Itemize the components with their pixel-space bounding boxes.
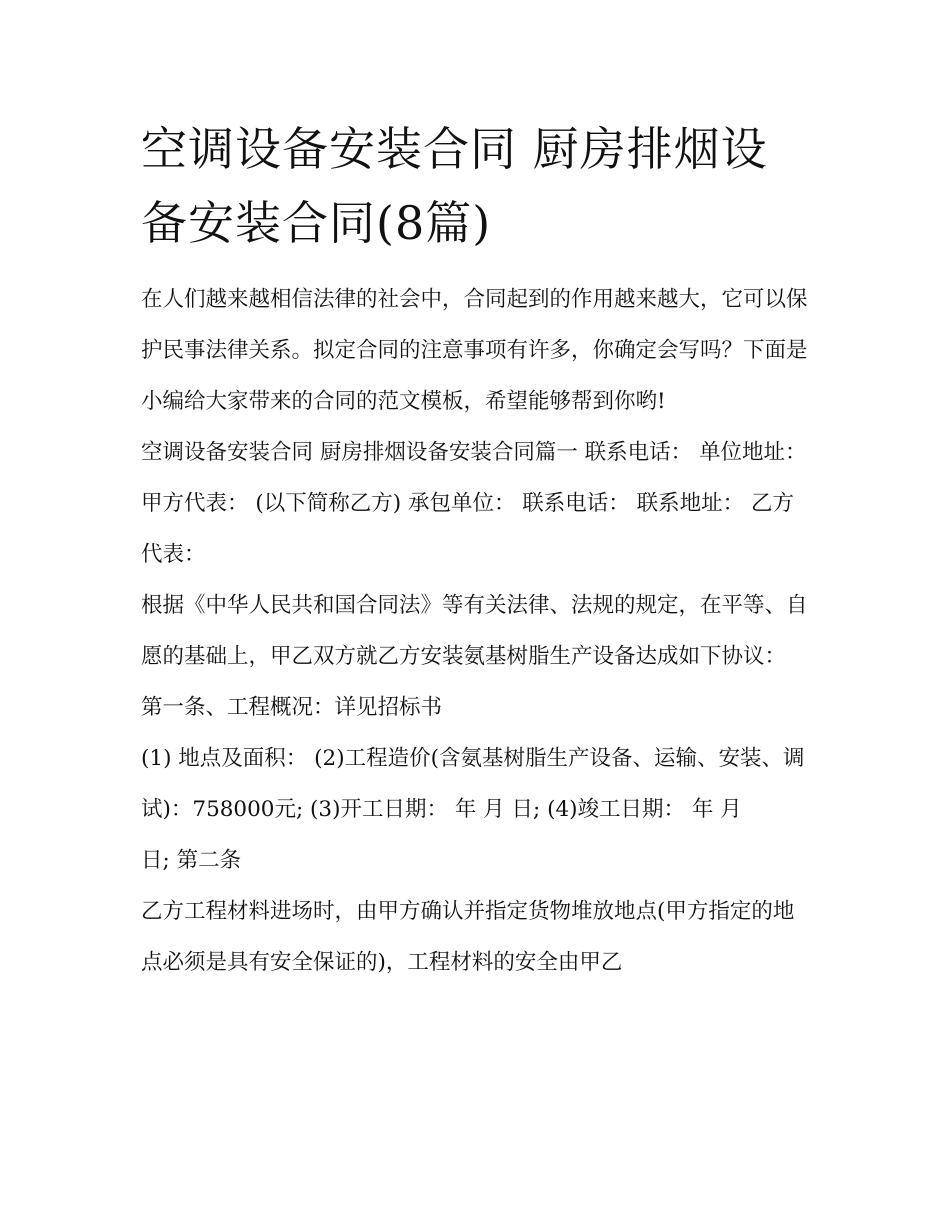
document-page: [141, 112, 813, 988]
paragraph-project-details: (1) 地点及面积： (2)工程造价(含氨基树脂生产设备、运输、安装、调试)：758000元; (3)开工日期： 年 月 日; (4)竣工日期： 年 月: [141, 746, 805, 822]
paragraph-agreement-basis: 根据《中华人民共和国合同法》等有关法律、法规的规定，在平等、自愿的基础上，甲乙双方就乙方安装氨基树脂生产设备达成如下协议： 第一条、工程概况：详见招标书: [141, 593, 808, 720]
paragraph-intro: 在人们越来越相信法律的社会中，合同起到的作用越来越大，它可以保护民事法律关系。拟定合同的注意事项有许多，你确定会写吗？下面是小编给大家带来的合同的范文模板，希望能够帮到你哟!: [141, 287, 808, 414]
paragraph-materials: 乙方工程材料进场时，由甲方确认并指定货物堆放地点(甲方指定的地点必须是具有安全保证的)，工程材料的安全由甲乙: [141, 899, 795, 975]
paragraph-contract-parties: 空调设备安装合同 厨房排烟设备安装合同篇一 联系电话： 单位地址： 甲方代表： (以下简称乙方) 承包单位： 联系电话： 联系地址： 乙方代表：: [141, 440, 807, 567]
paragraph-article-two: 日; 第二条: [141, 848, 242, 873]
document-title: 空调设备安装合同 厨房排烟设备安装合同(8篇): [141, 122, 768, 250]
